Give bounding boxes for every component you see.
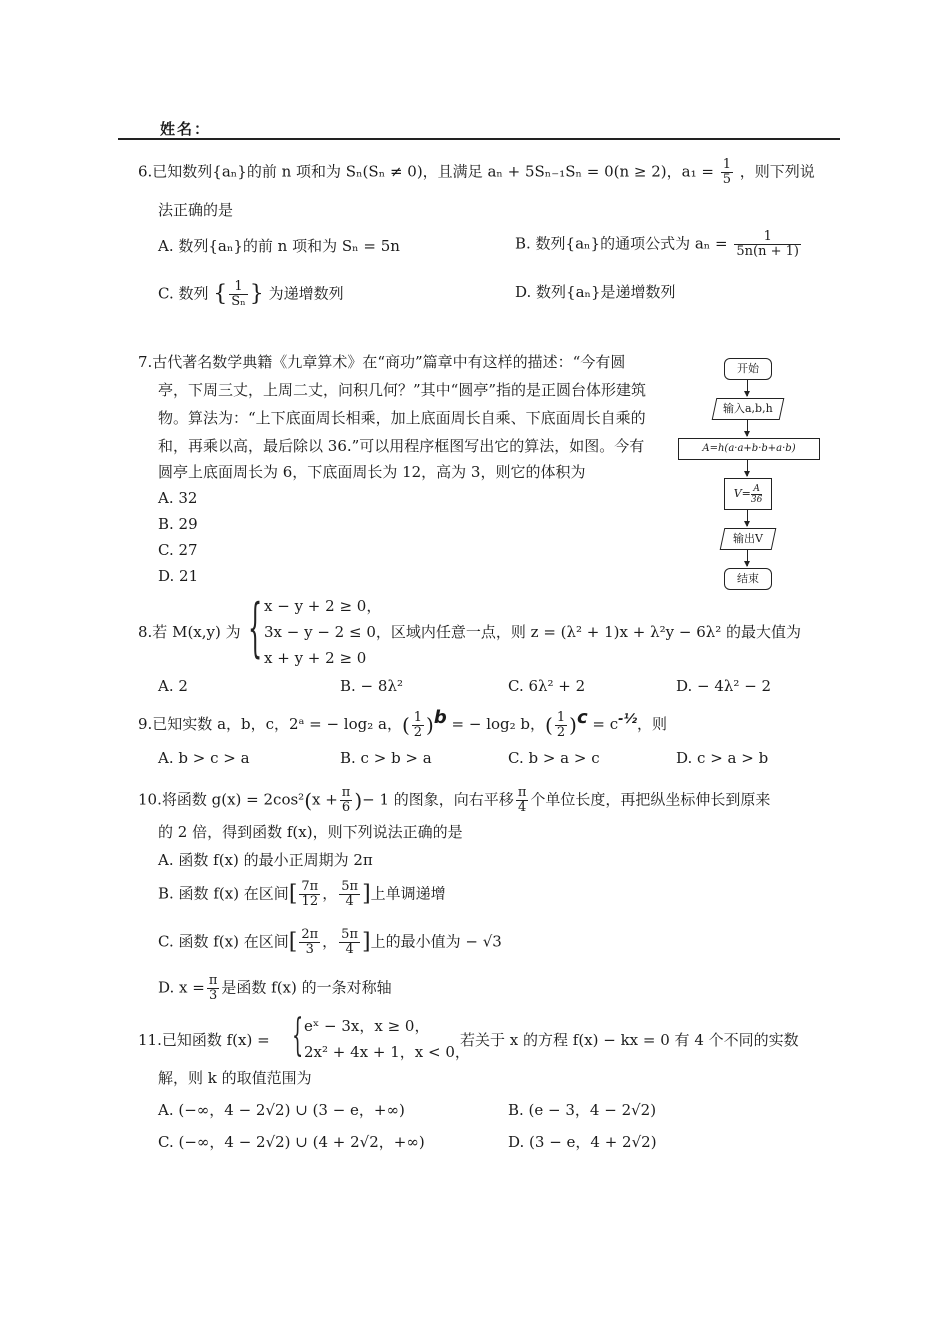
q7-stem-line2: 亭，下周三丈，上周二丈，问积几何？”其中“圆亭”指的是正圆台体形建筑 bbox=[158, 381, 647, 399]
q9-option-a: A. b > c > a bbox=[158, 749, 250, 767]
q7-flowchart bbox=[678, 352, 828, 602]
q8-option-d: D. − 4λ² − 2 bbox=[676, 677, 772, 695]
q7-option-d: D. 21 bbox=[158, 567, 199, 585]
q7-option-a: A. 32 bbox=[158, 489, 198, 507]
q9-option-c: C. b > a > c bbox=[508, 749, 600, 767]
flow-arrow bbox=[747, 380, 748, 396]
q10-option-d: D. x = $\frac{\pi}{3}$ 是函数 f(x) 的一条对称轴 bbox=[158, 973, 392, 1003]
q7-option-c: C. 27 bbox=[158, 541, 198, 559]
q9-stem: 9.已知实数 a，b，c，2ᵃ = − log₂ a，( $\frac{1}{2}$ )$^b$ = − log₂ b，( $\frac{1}{2}$ )$^c = c^{-\frac{1}{2}}$，则 bbox=[138, 707, 668, 740]
q9-option-b: B. c > b > a bbox=[340, 749, 432, 767]
q9-handwritten-exponent: -½ bbox=[618, 712, 637, 727]
q11-case-1: eˣ − 3x，x ≥ 0， bbox=[304, 1017, 430, 1035]
q10-option-b: B. 函数 f(x) 在区间[ $\frac{7\pi}{12}$ ， $\frac{5\pi}{4}$ ]上单调递增 bbox=[158, 879, 446, 909]
flow-arrow bbox=[747, 460, 748, 476]
q10-option-a: A. 函数 f(x) 的最小正周期为 2π bbox=[158, 851, 373, 869]
q7-stem-line3: 物。算法为：“上下底面周长相乘，加上底面周长自乘、下底面周长自乘的 bbox=[158, 409, 646, 427]
flow-arrow bbox=[747, 550, 748, 566]
q7-stem-line1: 7.古代著名数学典籍《九章算术》在“商功”篇章中有这样的描述：“今有圆 bbox=[138, 353, 626, 371]
q8-constraint-2: 3x − y − 2 ≤ 0，区域内任意一点，则 z = (λ² + 1)x + λ²y − 6λ² 的最大值为 bbox=[264, 623, 802, 641]
q8-stem-pre: 8.若 M(x,y) 为 bbox=[138, 623, 241, 641]
q6-stem-line1: 6.已知数列{aₙ}的前 n 项和为 Sₙ(Sₙ ≠ 0)，且满足 aₙ + 5Sₙ₋₁Sₙ = 0(n ≥ 2)，a₁ = $\frac{1}{5}$ ，则下列说 bbox=[138, 157, 815, 187]
q9-handwritten-b: b bbox=[433, 707, 447, 728]
flow-start: 开始 bbox=[724, 358, 772, 380]
q7-stem-line5: 圆亭上底面周长为 6，下底面周长为 12，高为 3，则它的体积为 bbox=[158, 463, 586, 481]
q9-handwritten-c: c bbox=[576, 707, 588, 728]
flow-input: 输入a,b,h bbox=[712, 398, 785, 420]
q8-option-c: C. 6λ² + 2 bbox=[508, 677, 586, 695]
q6-option-b: B. 数列{aₙ}的通项公式为 aₙ = $\frac{1}{5n(n + 1)}$ bbox=[515, 229, 799, 259]
flow-output: 输出V bbox=[720, 528, 777, 550]
q8-brace: { bbox=[248, 591, 263, 665]
q6-stem-line2: 法正确的是 bbox=[158, 201, 234, 219]
q6-a1-fraction: $\frac{1}{5}$ bbox=[722, 157, 732, 187]
q6-option-c: C. 数列 { $\frac{1}{\text{Sₙ}}$ } 为递增数列 bbox=[158, 279, 344, 309]
q11-option-b: B. (e − 3，4 − 2√2) bbox=[508, 1101, 657, 1119]
flow-volume: V= $\frac{A}{36}$ bbox=[724, 478, 772, 510]
q7-stem-line4: 和，再乘以高，最后除以 36.”可以用程序框图写出它的算法，如图。今有 bbox=[158, 437, 645, 455]
flow-end: 结束 bbox=[724, 568, 772, 590]
q6-option-d: D. 数列{aₙ}是递增数列 bbox=[515, 283, 676, 301]
q10-stem-line2: 的 2 倍，得到函数 f(x)，则下列说法正确的是 bbox=[158, 823, 463, 841]
flow-arrow bbox=[747, 420, 748, 436]
q11-case-2: 2x² + 4x + 1，x < 0， bbox=[304, 1043, 470, 1061]
q10-stem-line1: 10.将函数 g(x) = 2cos²(x + $\frac{\pi}{6}$ )− 1 的图象，向右平移 $\frac{\pi}{4}$ 个单位长度，再把纵坐标伸长到原来 bbox=[138, 785, 771, 815]
q11-option-d: D. (3 − e，4 + 2√2) bbox=[508, 1133, 657, 1151]
q10-option-c: C. 函数 f(x) 在区间[ $\frac{2\pi}{3}$ ， $\frac{5\pi}{4}$ ]上的最小值为 − √3 bbox=[158, 927, 502, 957]
q11-stem-line2: 解，则 k 的取值范围为 bbox=[158, 1069, 312, 1087]
q8-option-a: A. 2 bbox=[158, 677, 188, 695]
q8-option-b: B. − 8λ² bbox=[340, 677, 403, 695]
name-label: 姓名： bbox=[160, 120, 212, 138]
q8-constraint-3: x + y + 2 ≥ 0 bbox=[264, 649, 367, 667]
q11-brace: { bbox=[292, 1010, 304, 1061]
flow-arrow bbox=[747, 510, 748, 526]
q6-option-a: A. 数列{aₙ}的前 n 项和为 Sₙ = 5n bbox=[158, 237, 400, 255]
q11-stem-post: 若关于 x 的方程 f(x) − kx = 0 有 4 个不同的实数 bbox=[460, 1031, 799, 1049]
q11-option-a: A. (−∞，4 − 2√2) ∪ (3 − e，+∞) bbox=[158, 1101, 405, 1119]
q7-option-b: B. 29 bbox=[158, 515, 198, 533]
q8-constraint-1: x − y + 2 ≥ 0， bbox=[264, 597, 382, 615]
flow-assign: A=h(a·a+b·b+a·b) bbox=[678, 438, 820, 460]
q9-option-d: D. c > a > b bbox=[676, 749, 769, 767]
q11-option-c: C. (−∞，4 − 2√2) ∪ (4 + 2√2，+∞) bbox=[158, 1133, 425, 1151]
header-rule bbox=[118, 138, 840, 140]
q11-stem-pre: 11.已知函数 f(x) = bbox=[138, 1031, 270, 1049]
